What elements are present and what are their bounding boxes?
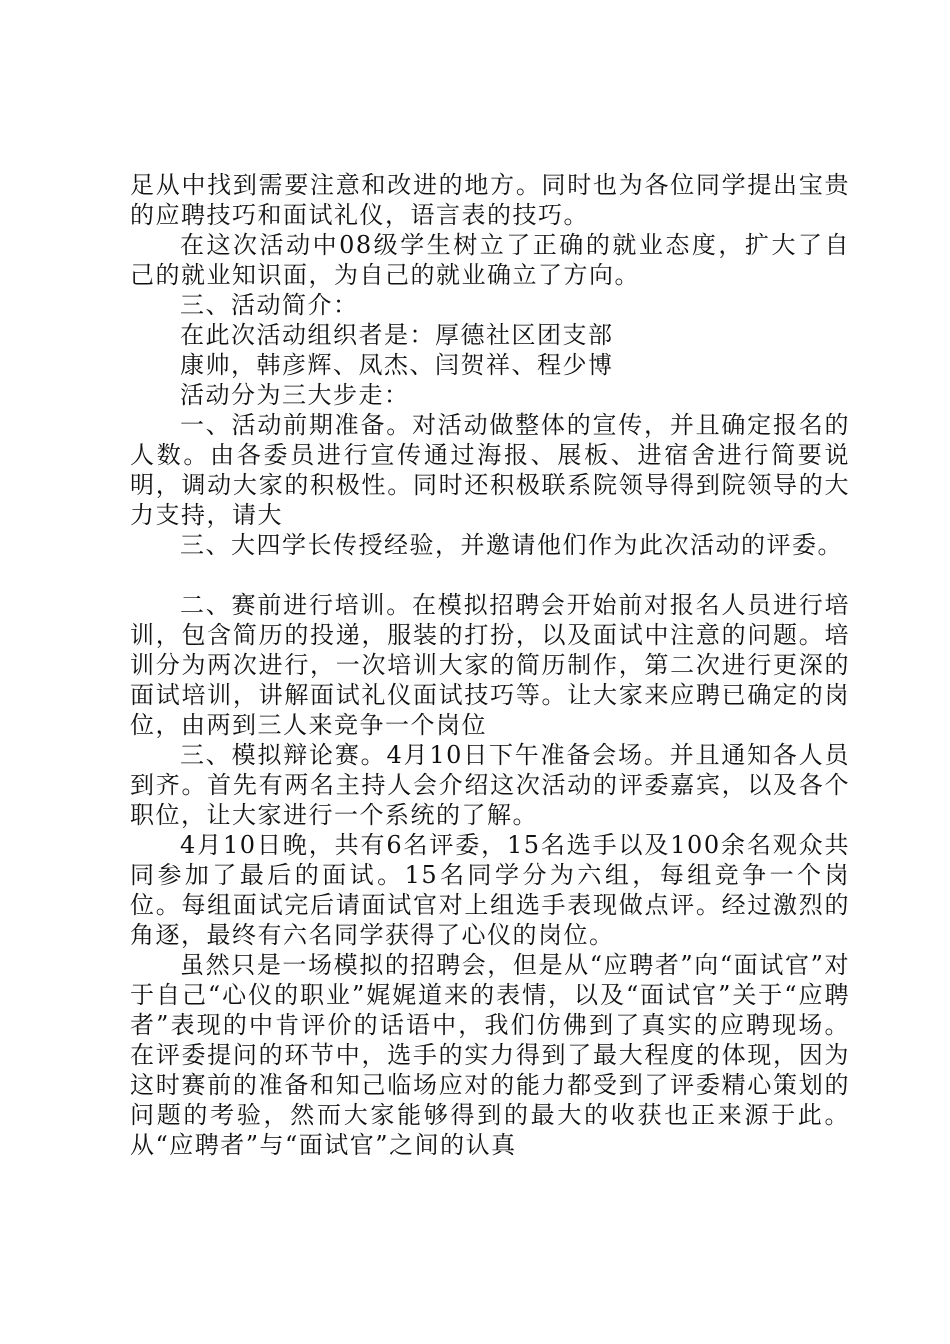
paragraph-step-three: 三、模拟辩论赛。4月10日下午准备会场。并且通知各人员到齐。首先有两名主持人会介绍这次活动的评委嘉宾，以及各个职位，让大家进行一个系统的了解。 — [130, 741, 850, 829]
paragraph-april-evening: 4月10日晚，共有6名评委，15名选手以及100余名观众共同参加了最后的面试。15名同学分为六组，每组竞争一个岗位。每组面试完后请面试官对上组选手表现做点评。经过激烈的角逐，最终有六名同学获得了心仪的岗位。 — [130, 831, 850, 949]
document-page — [130, 170, 850, 1160]
paragraph-members: 康帅，韩彦辉、凤杰、闫贺祥、程少博 — [180, 351, 614, 379]
paragraph-three-steps: 活动分为三大步走： — [180, 381, 410, 409]
blank-line — [130, 560, 850, 590]
paragraph-senior-experience: 三、大四学长传授经验，并邀请他们作为此次活动的评委。 — [180, 531, 843, 559]
paragraph-reflection: 虽然只是一场模拟的招聘会，但是从“应聘者”向“面试官”对于自己“心仪的职业”娓娓道来的表情，以及“面试官”关于“应聘者”表现的中肯评价的话语中，我们仿佛到了真实的应聘现场。在评委提问的环节中，选手的实力得到了最大程度的体现，因为这时赛前的准备和知己临场应对的能力都受到了评委精心策划的问题的考验，然而大家能够得到的最大的收获也正来源于此。从“应聘者”与“面试官”之间的认真 — [130, 951, 850, 1159]
paragraph-organizer: 在此次活动组织者是：厚德社区团支部 — [180, 321, 614, 349]
paragraph-employment-attitude: 在这次活动中08级学生树立了正确的就业态度，扩大了自己的就业知识面，为自己的就业确立了方向。 — [130, 231, 850, 289]
paragraph-continuation: 足从中找到需要注意和改进的地方。同时也为各位同学提出宝贵的应聘技巧和面试礼仪，语言表的技巧。 — [130, 171, 850, 229]
paragraph-step-two: 二、赛前进行培训。在模拟招聘会开始前对报名人员进行培训，包含简历的投递，服装的打扮，以及面试中注意的问题。培训分为两次进行，一次培训大家的简历制作，第二次进行更深的面试培训，讲解面试礼仪面试技巧等。让大家来应聘已确定的岗位，由两到三人来竞争一个岗位 — [130, 591, 850, 739]
section-heading-activity-intro: 三、活动简介： — [180, 291, 359, 319]
paragraph-step-one: 一、活动前期准备。对活动做整体的宣传，并且确定报名的人数。由各委员进行宣传通过海报、展板、进宿舍进行简要说明，调动大家的积极性。同时还积极联系院领导得到院领导的大力支持，请大 — [130, 411, 850, 529]
